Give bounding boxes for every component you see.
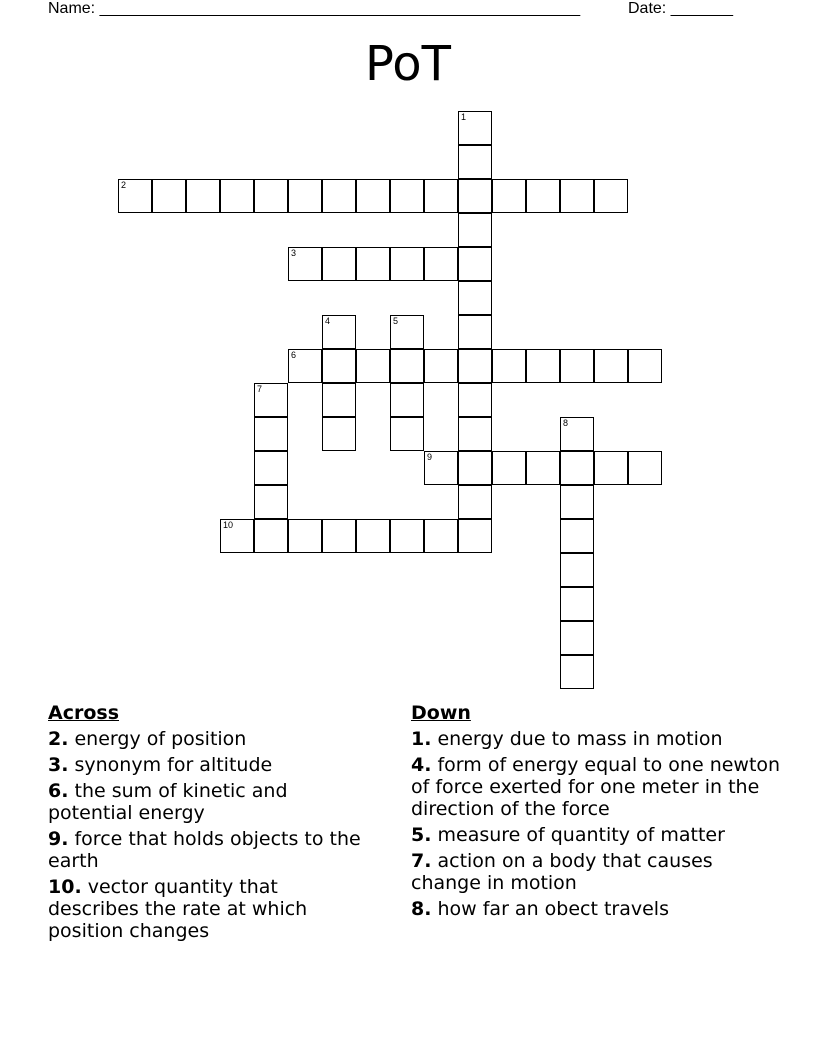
name-field[interactable]: Name: ______________________________________________________ xyxy=(48,0,581,17)
grid-cell[interactable] xyxy=(322,417,356,451)
grid-cell[interactable] xyxy=(390,179,424,213)
grid-cell[interactable] xyxy=(152,179,186,213)
down-clue xyxy=(411,850,781,894)
grid-cell[interactable] xyxy=(322,349,356,383)
grid-cell[interactable] xyxy=(186,179,220,213)
grid-cell[interactable] xyxy=(458,315,492,349)
grid-cell[interactable] xyxy=(254,519,288,553)
puzzle-title: PoT xyxy=(365,36,451,92)
across-clue xyxy=(48,754,368,776)
down-clues xyxy=(411,702,781,924)
grid-cell[interactable] xyxy=(458,145,492,179)
grid-cell[interactable] xyxy=(390,383,424,417)
clue-number: 10 xyxy=(223,520,234,530)
grid-cell[interactable] xyxy=(560,451,594,485)
grid-cell[interactable] xyxy=(424,519,458,553)
clue-number-label: 3. xyxy=(48,754,69,776)
clue-text: the sum of kinetic and potential energy xyxy=(48,780,288,824)
grid-cell[interactable] xyxy=(356,247,390,281)
grid-cell[interactable] xyxy=(390,349,424,383)
grid-cell[interactable] xyxy=(356,179,390,213)
grid-cell[interactable] xyxy=(288,349,322,383)
clue-text: measure of quantity of matter xyxy=(431,824,725,846)
grid-cell[interactable] xyxy=(560,179,594,213)
grid-cell[interactable] xyxy=(322,179,356,213)
grid-cell[interactable] xyxy=(594,451,628,485)
grid-cell[interactable] xyxy=(458,179,492,213)
clue-text: energy of position xyxy=(68,728,247,750)
grid-cell[interactable] xyxy=(560,553,594,587)
clue-number-label: 6. xyxy=(48,780,69,802)
clue-number-label: 5. xyxy=(411,824,432,846)
grid-cell[interactable] xyxy=(458,213,492,247)
down-clue xyxy=(411,824,781,846)
grid-cell[interactable] xyxy=(288,519,322,553)
grid-cell[interactable] xyxy=(424,451,458,485)
grid-cell[interactable] xyxy=(458,247,492,281)
grid-cell[interactable] xyxy=(458,451,492,485)
grid-cell[interactable] xyxy=(560,485,594,519)
clue-text: synonym for altitude xyxy=(68,754,273,776)
grid-cell[interactable] xyxy=(220,179,254,213)
clue-text: vector quantity that describes the rate at which position changes xyxy=(48,876,308,942)
grid-cell[interactable] xyxy=(628,451,662,485)
clue-text: force that holds objects to the earth xyxy=(48,828,361,872)
grid-cell[interactable] xyxy=(560,519,594,553)
grid-cell[interactable] xyxy=(288,179,322,213)
clue-number: 1 xyxy=(461,112,467,122)
clue-number: 6 xyxy=(291,350,297,360)
grid-cell[interactable] xyxy=(458,519,492,553)
clue-text: action on a body that causes change in motion xyxy=(411,850,713,894)
grid-cell[interactable] xyxy=(322,519,356,553)
across-clues xyxy=(48,702,368,946)
down-clue xyxy=(411,728,781,750)
clue-number: 2 xyxy=(121,180,127,190)
date-field[interactable]: Date: _______ xyxy=(628,0,733,17)
across-clue xyxy=(48,828,368,872)
grid-cell[interactable] xyxy=(492,349,526,383)
grid-cell[interactable] xyxy=(424,349,458,383)
grid-cell[interactable] xyxy=(560,349,594,383)
clue-text: form of energy equal to one newton of force exerted for one meter in the direction of the force xyxy=(411,754,781,820)
grid-cell[interactable] xyxy=(594,179,628,213)
grid-cell[interactable] xyxy=(356,519,390,553)
clue-text: energy due to mass in motion xyxy=(431,728,723,750)
grid-cell[interactable] xyxy=(254,179,288,213)
grid-cell[interactable] xyxy=(424,179,458,213)
grid-cell[interactable] xyxy=(560,417,594,451)
grid-cell[interactable] xyxy=(390,417,424,451)
grid-cell[interactable] xyxy=(118,179,152,213)
grid-cell[interactable] xyxy=(560,621,594,655)
down-heading: Down xyxy=(411,702,471,724)
grid-cell[interactable] xyxy=(594,349,628,383)
grid-cell[interactable] xyxy=(492,451,526,485)
grid-cell[interactable] xyxy=(526,451,560,485)
clue-number: 5 xyxy=(393,316,399,326)
across-clue xyxy=(48,728,368,750)
clue-number: 9 xyxy=(427,452,433,462)
grid-cell[interactable] xyxy=(254,417,288,451)
clue-number: 8 xyxy=(563,418,569,428)
grid-cell[interactable] xyxy=(322,247,356,281)
grid-cell[interactable] xyxy=(560,587,594,621)
grid-cell[interactable] xyxy=(322,315,356,349)
grid-cell[interactable] xyxy=(254,383,288,417)
clue-number-label: 8. xyxy=(411,898,432,920)
grid-cell[interactable] xyxy=(424,247,458,281)
clue-number-label: 4. xyxy=(411,754,432,776)
grid-cell[interactable] xyxy=(458,417,492,451)
clue-number-label: 2. xyxy=(48,728,69,750)
across-clue xyxy=(48,780,368,824)
grid-cell[interactable] xyxy=(390,247,424,281)
clue-number: 4 xyxy=(325,316,331,326)
grid-cell[interactable] xyxy=(322,383,356,417)
clue-number-label: 10. xyxy=(48,876,82,898)
down-clue xyxy=(411,754,781,820)
grid-cell[interactable] xyxy=(526,179,560,213)
grid-cell[interactable] xyxy=(254,485,288,519)
grid-cell[interactable] xyxy=(390,519,424,553)
across-heading: Across xyxy=(48,702,120,724)
clue-number: 7 xyxy=(257,384,263,394)
grid-cell[interactable] xyxy=(628,349,662,383)
across-clue xyxy=(48,876,368,942)
grid-cell[interactable] xyxy=(458,349,492,383)
grid-cell[interactable] xyxy=(288,247,322,281)
clue-text: how far an obect travels xyxy=(431,898,669,920)
clue-number-label: 9. xyxy=(48,828,69,850)
grid-cell[interactable] xyxy=(220,519,254,553)
clue-number-label: 7. xyxy=(411,850,432,872)
grid-cell[interactable] xyxy=(526,349,560,383)
grid-cell[interactable] xyxy=(254,451,288,485)
clue-number-label: 1. xyxy=(411,728,432,750)
grid-cell[interactable] xyxy=(458,383,492,417)
grid-cell[interactable] xyxy=(458,485,492,519)
grid-cell[interactable] xyxy=(492,179,526,213)
grid-cell[interactable] xyxy=(560,655,594,689)
grid-cell[interactable] xyxy=(458,281,492,315)
clue-number: 3 xyxy=(291,248,297,258)
grid-cell[interactable] xyxy=(458,111,492,145)
grid-cell[interactable] xyxy=(356,349,390,383)
down-clue xyxy=(411,898,781,920)
grid-cell[interactable] xyxy=(390,315,424,349)
